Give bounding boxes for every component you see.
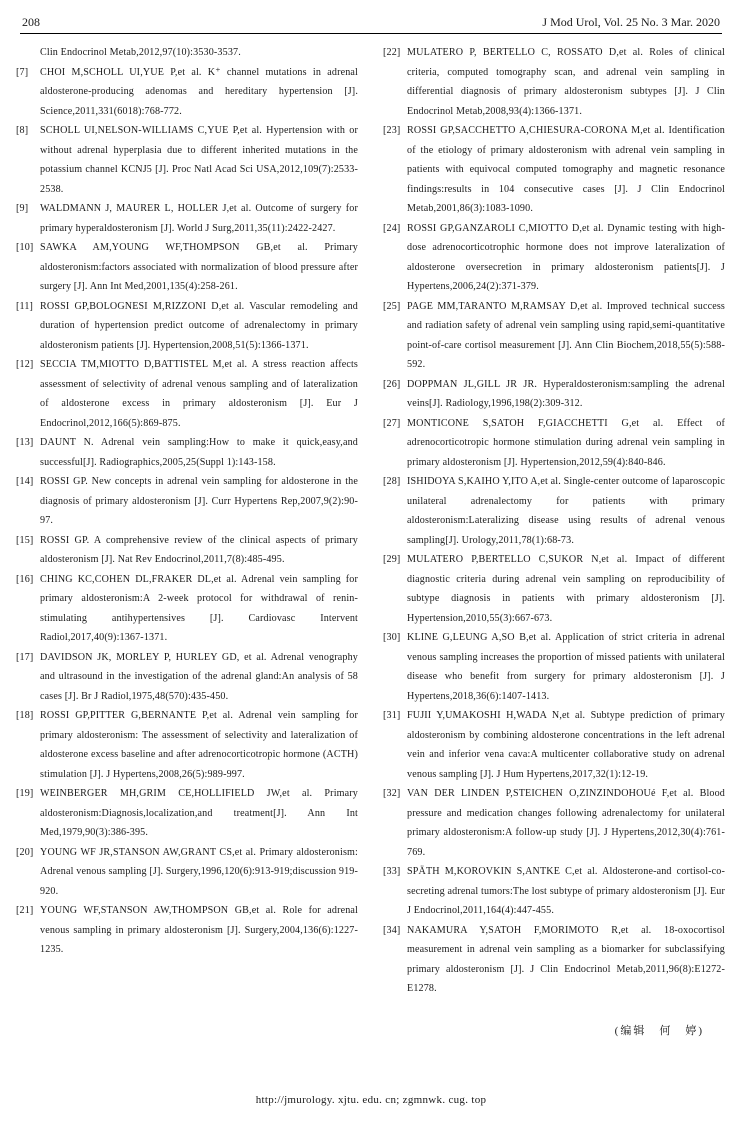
reference-number: [20] [16,846,34,858]
reference-text: VAN DER LINDEN P,STEICHEN O,ZINZINDOHOUé F,et al. Blood pressure and medication changes following adrenalectomy for unilateral primary aldosteronism:A follow-up study [J]. J Hypertens,2012,30(4):761-769. [407,788,725,858]
reference-number: [10] [16,242,34,253]
reference-number: [33] [383,866,401,877]
reference-item [383,43,725,121]
reference-number: [34] [383,924,401,936]
reference-item [383,550,725,628]
reference-number: [26] [383,378,401,390]
reference-item [16,570,358,648]
reference-text: ISHIDOYA S,KAIHO Y,ITO A,et al. Single-center outcome of laparoscopic unilateral adrenalectomy for patients with primary aldosteronism:Lateralizing disease using results of adrenal venous sampling[J]. Urology,2011,78(1):68-73. [407,476,725,546]
reference-item [16,531,358,570]
journal-title: J Mod Urol, Vol. 25 No. 3 Mar. 2020 [542,15,720,29]
reference-number: [16] [16,573,34,585]
reference-text: DOPPMAN JL,GILL JR JR. Hyperaldosteronism:sampling the adrenal veins[J]. Radiology,1996,198(2):309-312. [407,378,725,409]
reference-text: DAUNT N. Adrenal vein sampling:How to make it quick,easy,and successful[J]. Radiographics,2005,25(Suppl 1):143-158. [40,437,358,468]
reference-number: [28] [383,476,401,487]
reference-text: PAGE MM,TARANTO M,RAMSAY D,et al. Improved technical success and radiation safety of adrenal vein sampling using rapid,semi-quantitative point-of-care cortisol measurement [J]. Ann Clin Biochem,2018,55(5):588-592. [407,300,725,370]
right-column [383,43,725,999]
reference-text: SAWKA AM,YOUNG WF,THOMPSON GB,et al. Primary aldosteronism:factors associated with normalization of blood pressure after surgery [J]. Ann Int Med,2001,135(4):258-261. [40,242,358,292]
reference-text: SCHOLL UI,NELSON-WILLIAMS C,YUE P,et al. Hypertension with or without adrenal hyperplasia due to different inherited mutations in the potassium channel KCNJ5 [J]. Proc Natl Acad Sci USA,2012,109(7):2533-2538. [40,125,358,195]
reference-number: [13] [16,437,34,448]
reference-number: [29] [383,554,401,565]
reference-item [383,784,725,862]
editor-credit: (编辑 何 婷) [614,1025,704,1037]
reference-number: [31] [383,710,401,721]
reference-number: [11] [16,300,34,312]
reference-item [16,297,358,356]
reference-text: ROSSI GP,GANZAROLI C,MIOTTO D,et al. Dynamic testing with high-dose adrenocorticotrophic hormone does not improve lateralization of aldosterone oversecretion in primary aldosteronism patients[J]. J Hypertens,2006,24(2):371-379. [407,222,725,292]
reference-number: [24] [383,222,401,234]
reference-item [16,63,358,122]
reference-number: [9] [16,203,29,214]
reference-item [383,297,725,375]
reference-number: [25] [383,300,401,312]
reference-text: ROSSI GP,SACCHETTO A,CHIESURA-CORONA M,et al. Identification of the etiology of primary aldosteronism with adrenal vein sampling in patients with equivocal computed tomography and magnetic resonance findings:results in 104 consecutive cases [J]. J Clin Endocrinol Metab,2001,86(3):1083-1090. [407,125,725,214]
page-number: 208 [22,15,40,29]
reference-item [16,901,358,960]
reference-text: DAVIDSON JK, MORLEY P, HURLEY GD, et al. Adrenal venography and ultrasound in the investigation of the adrenal gland:An analysis of 58 cases [J]. Br J Radiol,1975,48(570):435-450. [40,651,358,702]
reference-continuation: Clin Endocrinol Metab,2012,97(10):3530-3537. [40,47,241,58]
reference-item [16,121,358,199]
reference-item [16,199,358,238]
reference-text: ROSSI GP,PITTER G,BERNANTE P,et al. Adrenal vein sampling for primary aldosteronism: The assessment of selectivity and lateralization of aldosterone excess baseline and after adrenocorticotropic hormone (ACTH) stimulation [J]. J Hypertens,2008,26(5):989-997. [40,710,358,780]
reference-text: CHOI M,SCHOLL UI,YUE P,et al. K⁺ channel mutations in adrenal aldosterone-producing adenomas and hereditary hypertension [J]. Science,2011,331(6018):768-772. [40,66,358,117]
reference-item [16,355,358,433]
reference-text: CHING KC,COHEN DL,FRAKER DL,et al. Adrenal vein sampling for primary aldosteronism:A 2-week protocol for withdrawal of renin-stimulating antihypertensives [J]. Cardiovasc Intervent Radiol,2017,40(9):1367-1371. [40,573,358,643]
reference-item [16,784,358,843]
reference-item [383,375,725,414]
left-column [16,43,358,960]
reference-text: ROSSI GP. New concepts in adrenal vein sampling for aldosterone in the diagnosis of primary aldosteronism [J]. Curr Hypertens Rep,2007,9(2):90-97. [40,476,358,526]
reference-text: WALDMANN J, MAURER L, HOLLER J,et al. Outcome of surgery for primary hyperaldosteronism [J]. World J Surg,2011,35(11):2422-2427. [40,203,358,234]
reference-item [16,433,358,472]
reference-number: [7] [16,66,29,78]
reference-item [383,921,725,999]
reference-text: MULATERO P, BERTELLO C, ROSSATO D,et al. Roles of clinical criteria, computed tomography scan, and adrenal vein sampling in differential diagnosis of primary aldosteronism subtypes [J]. J Clin Endocrinol Metab,2008,93(4):1366-1371. [407,47,725,117]
reference-item [383,219,725,297]
reference-number: [12] [16,359,34,370]
reference-item [383,862,725,921]
reference-number: [8] [16,125,29,136]
reference-text: WEINBERGER MH,GRIM CE,HOLLIFIELD JW,et al. Primary aldosteronism:Diagnosis,localization,and treatment[J]. Ann Int Med,1979,90(3):386-395. [40,788,358,838]
reference-text: MULATERO P,BERTELLO C,SUKOR N,et al. Impact of different diagnostic criteria during adrenal vein sampling on reproducibility of subtype diagnosis in patients with primary aldosteronism [J]. Hypertension,2010,55(3):667-673. [407,554,725,624]
reference-item [383,628,725,706]
reference-item [383,472,725,550]
reference-item [16,706,358,784]
reference-item [16,648,358,707]
reference-number: [22] [383,47,401,58]
reference-item [16,238,358,297]
left-reference-list [16,63,358,960]
reference-text: NAKAMURA Y,SATOH F,MORIMOTO R,et al. 18-oxocortisol measurement in adrenal vein sampling as a biomarker for subclassifying primary aldosteronism [J]. J Clin Endocrinol Metab,2011,96(8):E1272-E1278. [407,924,725,994]
reference-number: [17] [16,651,34,663]
reference-number: [14] [16,476,34,487]
reference-item [383,706,725,784]
page-header [22,12,720,30]
reference-number: [19] [16,788,34,799]
reference-number: [30] [383,632,401,643]
reference-text: FUJII Y,UMAKOSHI H,WADA N,et al. Subtype prediction of primary aldosteronism by combining aldosterone concentrations in the left adrenal vein and inferior vena cava:A multicenter collaborative study on adrenal venous sampling [J]. J Hum Hypertens,2017,32(1):12-19. [407,710,725,780]
header-rule [20,33,722,34]
reference-text: MONTICONE S,SATOH F,GIACCHETTI G,et al. Effect of adrenocorticotropic hormone stimulation during adrenal vein sampling in primary aldosteronism [J]. Hypertension,2012,59(4):840-846. [407,417,725,468]
reference-text: ROSSI GP,BOLOGNESI M,RIZZONI D,et al. Vascular remodeling and duration of hypertension predict outcome of adrenalectomy in primary aldosteronism patients [J]. Hypertension,2008,51(5):1366-1371. [40,300,358,351]
reference-number: [32] [383,788,401,799]
reference-item [16,472,358,531]
reference-number: [23] [383,125,401,136]
reference-number: [18] [16,710,34,721]
reference-number: [15] [16,534,34,546]
reference-text: YOUNG WF,STANSON AW,THOMPSON GB,et al. Role for adrenal venous sampling in primary aldosteronism [J]. Surgery,2004,136(6):1227-1235. [40,905,358,955]
reference-item [383,121,725,219]
reference-text: KLINE G,LEUNG A,SO B,et al. Application of strict criteria in adrenal venous sampling increases the proportion of missed patients with unilateral disease who benefit from surgery for primary aldosteronism [J]. J Hypertens,2018,36(6):1407-1413. [407,632,725,702]
reference-text: SPÄTH M,KOROVKIN S,ANTKE C,et al. Aldosterone-and cortisol-co-secreting adrenal tumors:The lost subtype of primary aldosteronism [J]. Eur J Endocrinol,2011,164(4):447-455. [407,866,725,916]
right-reference-list [383,43,725,999]
reference-text: YOUNG WF JR,STANSON AW,GRANT CS,et al. Primary aldosteronism: Adrenal venous sampling [J]. Surgery,1996,120(6):913-919;discussion 919-920. [40,846,358,897]
reference-number: [21] [16,905,34,916]
footer-urls: http://jmurology. xjtu. edu. cn; zgmnwk. cug. top [255,1094,487,1106]
reference-text: SECCIA TM,MIOTTO D,BATTISTEL M,et al. A stress reaction affects assessment of selectivity of adrenal venous sampling and of lateralization of aldosterone excess in primary aldosteronism [J]. Eur J Endocrinol,2012,166(5):869-875. [40,359,358,429]
reference-number: [27] [383,417,401,429]
reference-item [16,843,358,902]
reference-item [383,414,725,473]
reference-text: ROSSI GP. A comprehensive review of the clinical aspects of primary aldosteronism [J]. Nat Rev Endocrinol,2011,7(8):485-495. [40,534,358,565]
